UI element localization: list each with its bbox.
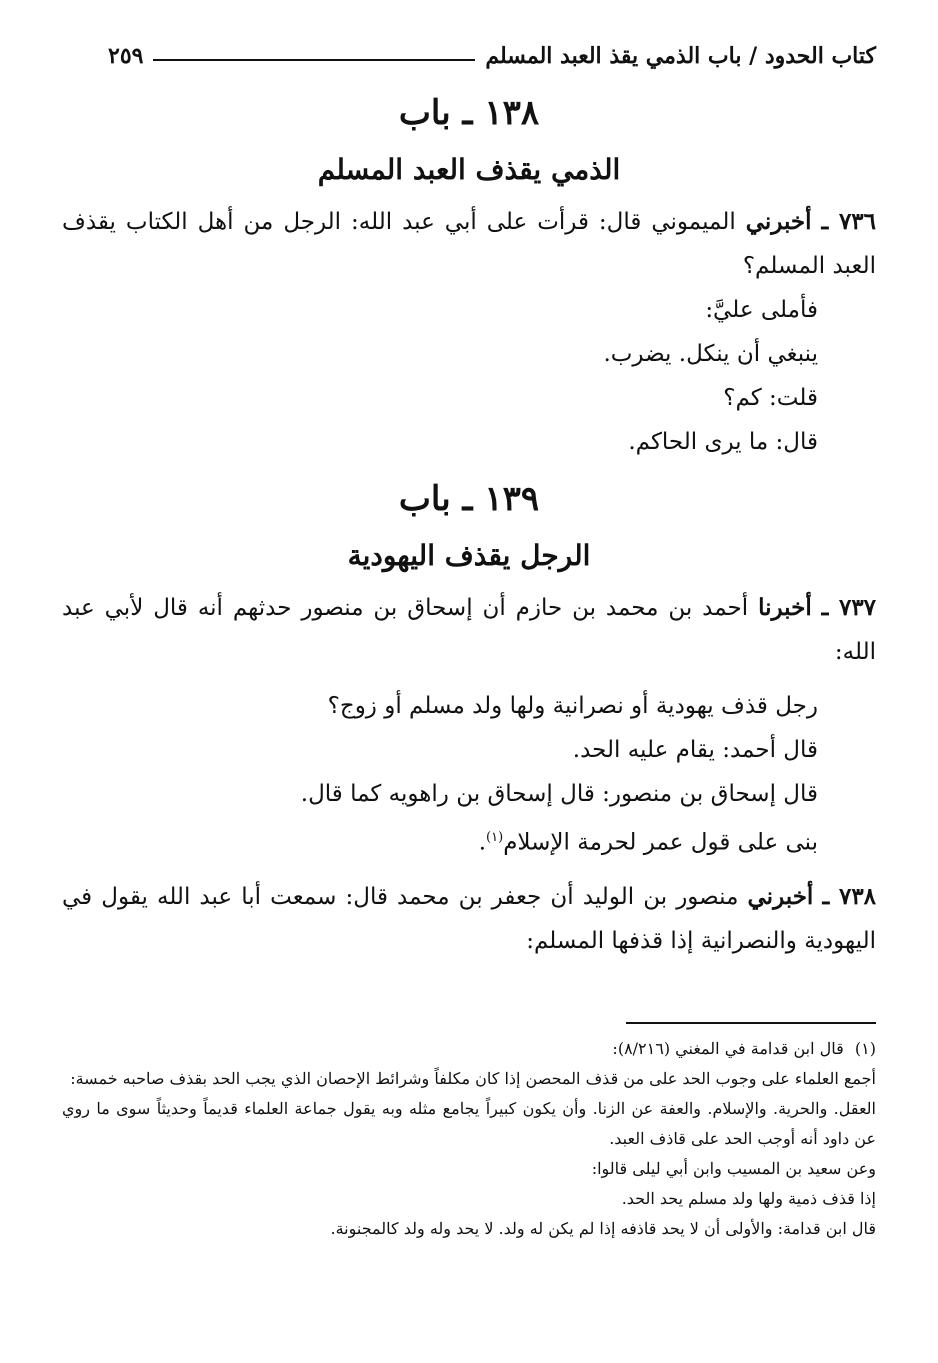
page-header <box>108 38 876 74</box>
main-text <box>62 88 876 963</box>
footnote-line: قال ابن قدامة: والأولى أن لا يحد قاذفه إذا لم يكن له ولد. لا يحد وله ولد كالمجنونة. <box>330 1219 876 1238</box>
narration-736 <box>62 200 876 288</box>
narration-line: قال: ما يرى الحاكم. <box>628 429 818 455</box>
narration-text: منصور بن الوليد أن جعفر بن محمد قال: سمعت أبا عبد الله يقول في اليهودية والنصرانية إذا قذفها المسلم: <box>62 883 876 954</box>
narration-line: قال إسحاق بن منصور: قال إسحاق بن راهويه كما قال. <box>300 781 818 807</box>
spacer <box>62 464 876 474</box>
chapter-number-139: ١٣٩ ـ باب <box>398 479 540 519</box>
narration-line: ينبغي أن ينكل. يضرب. <box>603 341 818 367</box>
narration-line-text: بنى على قول عمر لحرمة الإسلام <box>503 829 818 856</box>
narration-737 <box>62 586 876 674</box>
narration-number: ٧٣٦ ـ <box>821 208 877 235</box>
footnote-line: وعن سعيد بن المسيب وابن أبي ليلى قالوا: <box>591 1159 876 1178</box>
footnote-source-text: قال ابن قدامة في المغني (٨/٢١٦): <box>612 1039 844 1058</box>
chapter-title-138: الذمي يقذف العبد المسلم <box>317 153 621 186</box>
narration-number: ٧٣٨ ـ <box>822 882 877 910</box>
narration-lead-word: أخبرني <box>747 882 814 910</box>
narration-line: رجل قذف يهودية أو نصرانية ولها ولد مسلم أو زوج؟ <box>327 693 818 719</box>
narration-line: قلت: كم؟ <box>723 385 818 411</box>
footnote-rule <box>626 1022 876 1024</box>
narration-lead-word: أخبرنا <box>758 594 812 621</box>
footnote-line: العقل. والحرية. والإسلام. والعفة عن الزنا. وأن يكون كبيراً يجامع مثله وبه يقول جماعة العلماء قديماً وحديثاً سوى ما روي عن داود أنه أوجب الحد على قاذف العبد. <box>62 1099 876 1148</box>
narration-738 <box>62 875 876 963</box>
header-rule <box>153 59 475 61</box>
footnote-source <box>62 1034 876 1064</box>
spacer <box>62 865 876 875</box>
footnote-reference[interactable]: (١) <box>486 830 504 845</box>
footnote-line: أجمع العلماء على وجوب الحد على من قذف المحصن إذا كان مكلفاً وشرائط الإحصان الذي يجب الحد بقذف صاحبه خمسة: <box>70 1069 876 1088</box>
narration-number: ٧٣٧ ـ <box>821 594 877 621</box>
chapter-title-139: الرجل يقذف اليهودية <box>347 539 591 572</box>
footnote-marker: (١) <box>854 1039 876 1058</box>
footnotes <box>62 1022 876 1244</box>
narration-line-end: . <box>478 829 487 856</box>
page-number: ٢٥٩ <box>108 43 144 69</box>
narration-text: أحمد بن محمد بن حازم أن إسحاق بن منصور حدثهم أنه قال لأبي عبد الله: <box>62 595 876 665</box>
narration-text: الميموني قال: قرأت على أبي عبد الله: الرجل من أهل الكتاب يقذف العبد المسلم؟ <box>62 209 876 279</box>
spacer <box>62 674 876 684</box>
narration-line-with-note <box>62 816 876 865</box>
narration-line: قال أحمد: يقام عليه الحد. <box>572 737 818 763</box>
footnote-line: إذا قذف ذمية ولها ولد مسلم يحد الحد. <box>621 1189 876 1208</box>
narration-line: فأملى عليَّ: <box>705 297 818 323</box>
running-title: كتاب الحدود / باب الذمي يقذ العبد المسلم <box>485 43 876 69</box>
chapter-number-138: ١٣٨ ـ باب <box>398 93 540 133</box>
narration-lead-word: أخبرني <box>745 208 812 235</box>
